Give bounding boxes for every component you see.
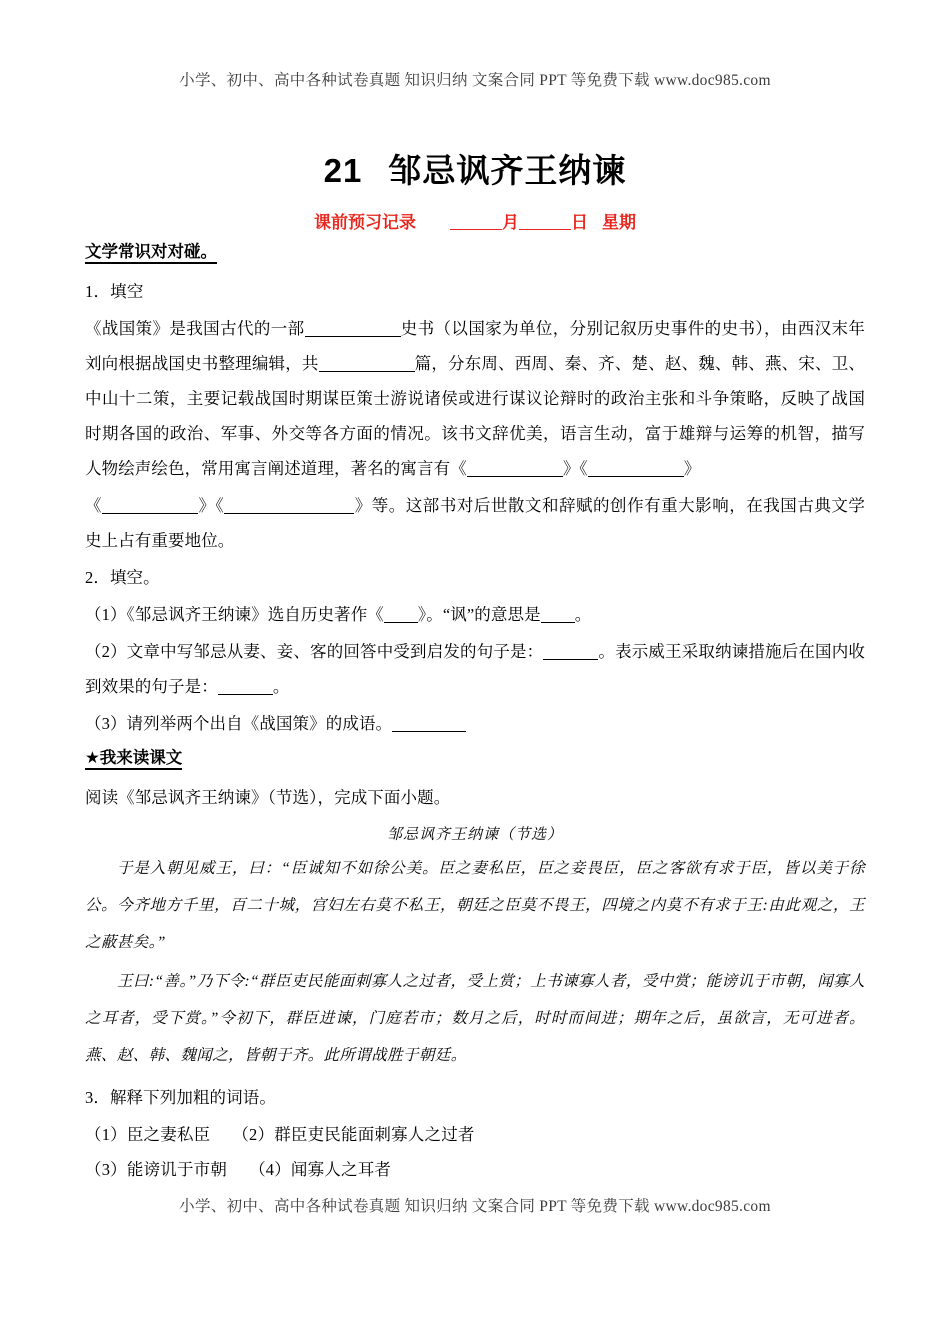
q1-part-e: 》 bbox=[683, 458, 701, 478]
q2-2-blank-1[interactable] bbox=[543, 645, 598, 660]
q2-2-blank-2[interactable] bbox=[218, 680, 273, 695]
preview-record-label: 课前预习记录 bbox=[314, 213, 416, 232]
question-2-3 bbox=[85, 706, 865, 741]
q1-blank-4[interactable] bbox=[588, 462, 684, 477]
passage-title: 邹忌讽齐王纳谏（节选） bbox=[386, 826, 563, 843]
q1-part-d: 》《 bbox=[562, 458, 588, 478]
question-1-text bbox=[85, 311, 865, 486]
q2-2-part-c: 。 bbox=[272, 676, 290, 696]
month-unit: 月 bbox=[502, 213, 519, 232]
question-1-text-cont bbox=[85, 488, 865, 558]
q1-part-h: 》等。这部书对后世散文和辞赋的创作有重大影响，在我国古典文学史上占有重要地位。 bbox=[85, 495, 866, 550]
page-title bbox=[85, 145, 865, 192]
watermark-top: 小学、初中、高中各种试卷真题 知识归纳 文案合同 PPT 等免费下载 www.doc985.com bbox=[179, 72, 771, 89]
q1-part-g: 》《 bbox=[198, 495, 225, 515]
weekday-label: 星期 bbox=[602, 213, 636, 232]
section-heading-read-text-label: ★我来读课文 bbox=[85, 749, 182, 770]
document-body bbox=[85, 243, 865, 1187]
lesson-number: 21 bbox=[323, 152, 363, 189]
question-2-label: 2．填空。 bbox=[85, 567, 160, 587]
watermark-bottom: 小学、初中、高中各种试卷真题 知识归纳 文案合同 PPT 等免费下载 www.doc985.com bbox=[179, 1198, 771, 1215]
q2-3-part-a: （3）请列举两个出自《战国策》的成语。 bbox=[85, 713, 393, 733]
q1-part-b: 史书（以国家为单位，分别记叙历史事件的史书），由西汉末年刘向根据战国史书整理编辑，共 bbox=[85, 318, 865, 373]
q2-1-part-b: 》。“讽”的意思是 bbox=[417, 604, 541, 624]
q3-item-3: （3）能谤讥于市朝 bbox=[85, 1159, 228, 1179]
question-3-label: 3．解释下列加粗的词语。 bbox=[85, 1087, 276, 1107]
q2-2-part-b: 。表示威王采取纳谏措施后在国内收到效果的句子是： bbox=[85, 641, 865, 696]
question-1-label: 1．填空 bbox=[85, 281, 144, 301]
q3-item-1: （1）臣之妻私臣 bbox=[85, 1124, 211, 1144]
q2-1-blank-1[interactable] bbox=[384, 608, 418, 623]
q2-2-part-a: （2）文章中写邹忌从妻、妾、客的回答中受到启发的句子是： bbox=[85, 641, 544, 661]
passage-paragraph-1: 于是入朝见威王，曰：“臣诚知不如徐公美。臣之妻私臣，臣之妾畏臣，臣之客欲有求于臣，皆以美于徐公。今齐地方千里，百二十城，宫妇左右莫不私王，朝廷之臣莫不畏王，四境之内莫不有求于王:由此观之，王之蔽甚矣。” bbox=[85, 859, 865, 951]
question-3-row-2 bbox=[85, 1152, 865, 1187]
day-blank[interactable] bbox=[519, 214, 571, 230]
q1-part-a: 《战国策》是我国古代的一部 bbox=[85, 318, 305, 338]
section-heading-literary-knowledge-text: 文学常识对对碰。 bbox=[85, 243, 217, 264]
question-2-1 bbox=[85, 597, 865, 632]
q1-blank-5[interactable] bbox=[102, 499, 198, 514]
section-heading-read-text bbox=[85, 749, 865, 769]
q1-part-c: 篇，分东周、西周、秦、齐、楚、赵、魏、韩、燕、宋、卫、中山十二策，主要记载战国时期谋臣策士游说诸侯或进行谋议论辩时的政治主张和斗争策略，反映了战国时期各国的政治、军事、外交等各方面的情况。该书文辞优美，语言生动，富于雄辩与运筹的机智，描写人物绘声绘色，常用寓言阐述道理，著名的寓言有《 bbox=[85, 353, 865, 478]
q2-1-part-c: 。 bbox=[574, 604, 592, 624]
q2-3-blank-1[interactable] bbox=[392, 717, 466, 732]
passage-paragraph-2: 王曰:“善。”乃下令:“群臣吏民能面刺寡人之过者，受上赏；上书谏寡人者，受中赏；能谤讥于市朝，闻寡人之耳者，受下赏。”令初下，群臣进谏，门庭若市；数月之后，时时而间进；期年之后，虽欲言，无可进者。燕、赵、韩、魏闻之，皆朝于齐。此所谓战胜于朝廷。 bbox=[85, 972, 865, 1064]
q3-item-2: （2）群臣吏民能面刺寡人之过者 bbox=[232, 1124, 475, 1144]
section-heading-literary-knowledge bbox=[85, 243, 865, 263]
q2-1-blank-2[interactable] bbox=[541, 608, 575, 623]
reading-instruction: 阅读《邹忌讽齐王纳谏》（节选），完成下面小题。 bbox=[85, 787, 451, 807]
q1-part-f: 《 bbox=[85, 495, 103, 515]
question-3-row-1 bbox=[85, 1117, 865, 1152]
q1-blank-3[interactable] bbox=[467, 462, 563, 477]
q1-blank-1[interactable] bbox=[305, 322, 401, 337]
preview-record-line bbox=[85, 208, 865, 233]
q1-blank-2[interactable] bbox=[319, 357, 415, 372]
month-blank[interactable] bbox=[450, 214, 502, 230]
question-2-2 bbox=[85, 634, 865, 704]
day-unit: 日 bbox=[571, 213, 588, 232]
q3-item-4: （4）闻寡人之耳者 bbox=[249, 1159, 392, 1179]
q2-1-part-a: （1）《邹忌讽齐王纳谏》选自历史著作《 bbox=[85, 604, 384, 624]
q1-blank-6[interactable] bbox=[224, 499, 354, 514]
lesson-title-text: 邹忌讽齐王纳谏 bbox=[388, 152, 627, 189]
